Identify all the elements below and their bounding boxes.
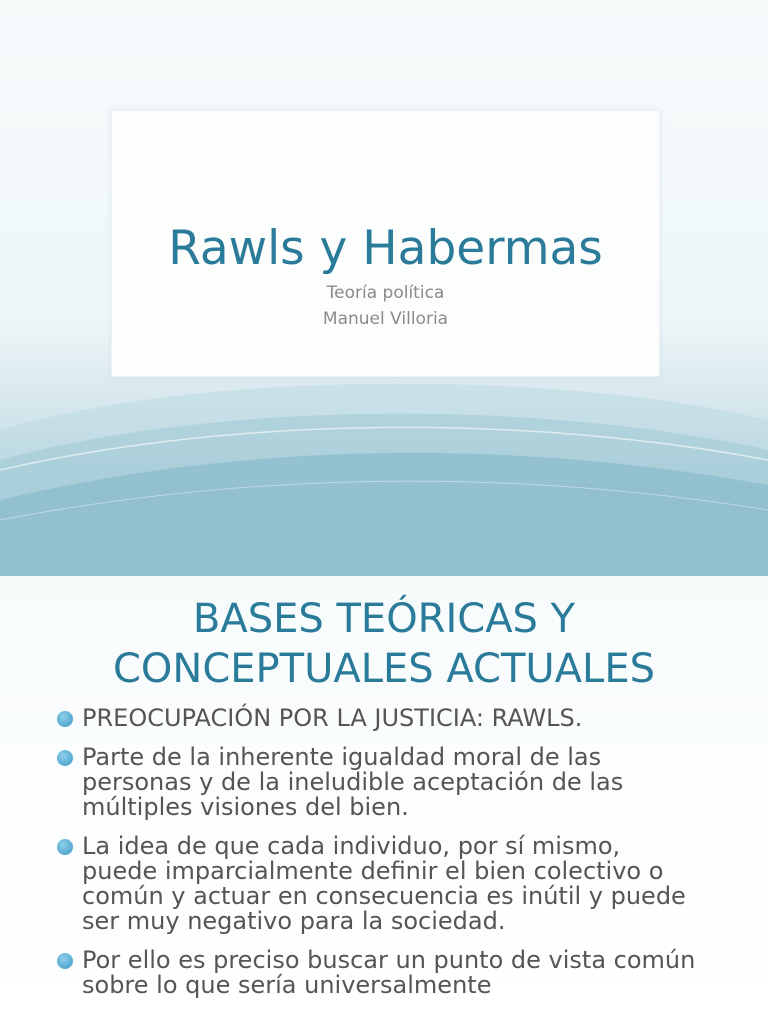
bullet-dot-icon [57,750,73,766]
slide-heading [0,594,768,694]
subtitle-course: Teoría política [326,283,445,303]
bullet-item [0,948,702,998]
bullet-dot-icon [57,953,73,969]
bullet-dot-icon [57,711,73,727]
bullet-text: Por ello es preciso buscar un punto de vista común sobre lo que sería universalmente [82,946,696,999]
content-slide [0,576,768,1024]
bullet-list [0,706,768,1012]
title-box [111,110,660,377]
slide-title: Rawls y Habermas [168,221,603,276]
bullet-item [0,706,702,731]
bullet-item [0,834,702,934]
heading-line-2: CONCEPTUALES ACTUALES [112,646,655,692]
bullet-text: PREOCUPACIÓN POR LA JUSTICIA: RAWLS. [82,704,583,732]
heading-line-1: BASES TEÓRICAS Y [192,596,576,642]
bullet-dot-icon [57,839,73,855]
bullet-text: Parte de la inherente igualdad moral de las personas y de la ineludible aceptación de las múltiples visiones del bien. [82,743,624,821]
subtitle-author: Manuel Villoria [322,309,449,329]
bullet-text: La idea de que cada individuo, por sí mismo, puede imparcialmente definir el bien colectivo o común y actuar en consecuencia es inútil y puede ser muy negativo para la sociedad. [82,832,686,935]
bullet-item [0,745,702,820]
